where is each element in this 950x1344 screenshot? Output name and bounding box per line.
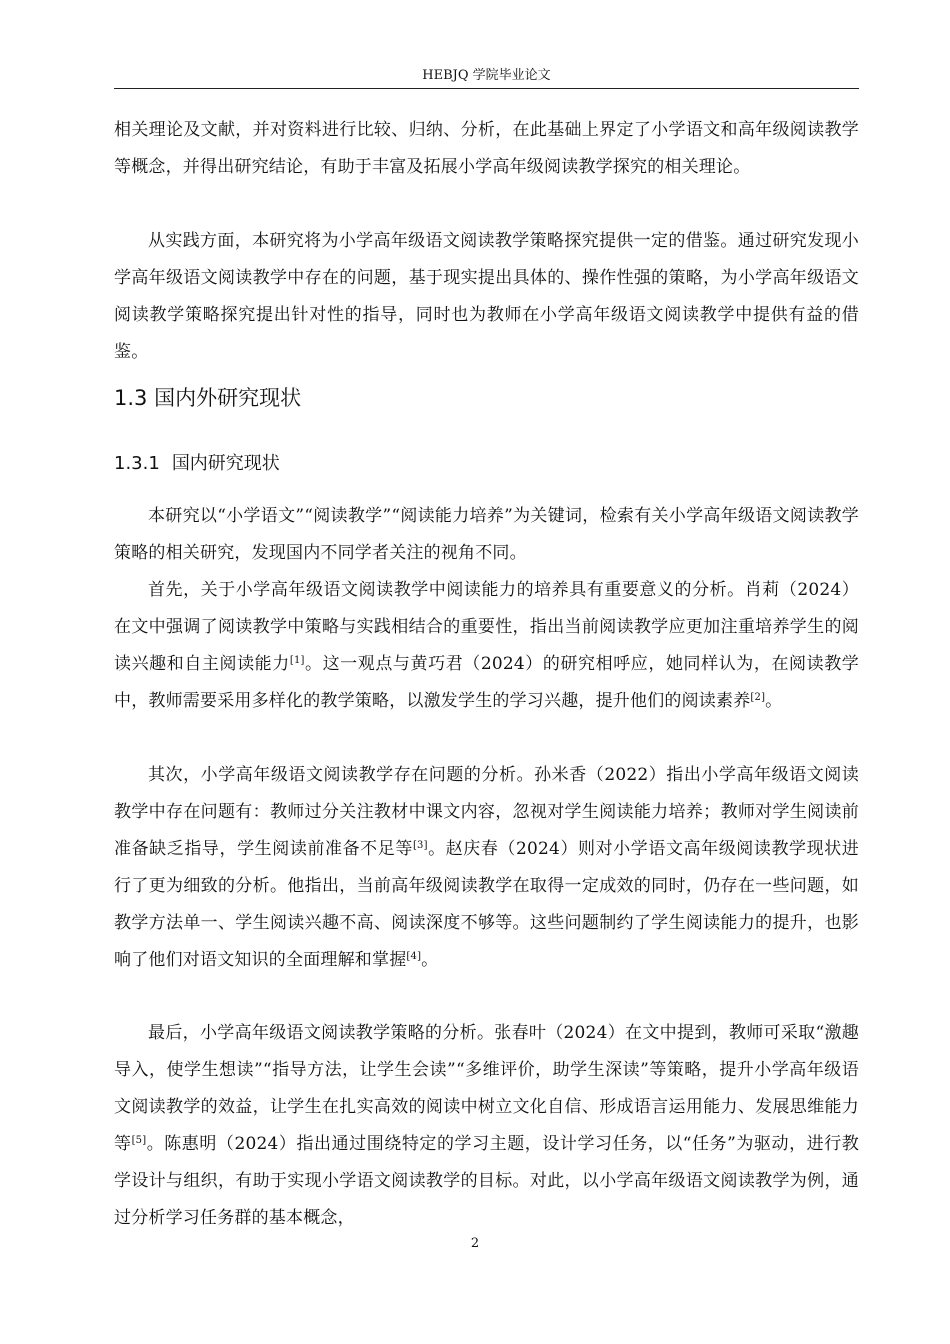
paragraph-text: 最后，小学高年级语文阅读教学策略的分析。张春叶（2024）在文中提到，教师可采取“激趣导入，使学生想读”“指导方法，让学生会读”“多维评价，助学生深读”等策略，提升小学高年级语文阅读教学的效益，让学生在扎实高效的阅读中树立文化自信、形成语言运用能力、发展思维能力等 (114, 1023, 859, 1154)
subsection-title: 国内研究现状 (171, 453, 280, 474)
page-number: 2 (470, 1236, 480, 1251)
subsection-heading-1-3-1 (114, 452, 280, 476)
paragraph-research-scope: 本研究以“小学语文”“阅读教学”“阅读能力培养”为关键词，检索有关小学高年级语文阅读教学策略的相关研究，发现国内不同学者关注的视角不同。 (114, 506, 859, 563)
citation-ref: [3] (412, 840, 428, 851)
paragraph-first-analysis (114, 572, 859, 720)
paragraph-text: 。 (765, 691, 783, 711)
paragraph-third-analysis (114, 1015, 859, 1237)
citation-ref: [1] (289, 655, 305, 666)
subsection-number: 1.3.1 (114, 453, 160, 474)
citation-ref: [4] (406, 951, 422, 962)
paragraph-text: 。赵庆春（2024）则对小学语文高年级阅读教学现状进行了更为细致的分析。他指出，当前高年级阅读教学在取得一定成效的同时，仍存在一些问题，如教学方法单一、学生阅读兴趣不高、阅读深度不够等。这些问题制约了学生阅读能力的提升，也影响了他们对语文知识的全面理解和掌握 (114, 839, 859, 970)
citation-ref: [5] (131, 1135, 147, 1146)
paragraph-theory-significance: 相关理论及文献，并对资料进行比较、归纳、分析，在此基础上界定了小学语文和高年级阅读教学等概念，并得出研究结论，有助于丰富及拓展小学高年级阅读教学探究的相关理论。 (114, 120, 859, 177)
paragraph-text: 其次，小学高年级语文阅读教学存在问题的分析。孙米香（2022）指出小学高年级语文阅读教学中存在问题有：教师过分关注教材中课文内容，忽视对学生阅读能力培养；教师对学生阅读前准备缺乏指导，学生阅读前准备不足等 (114, 765, 859, 859)
paragraph-text: 。这一观点与黄巧君（2024）的研究相呼应，她同样认为，在阅读教学中，教师需要采用多样化的教学策略，以激发学生的学习兴趣，提升他们的阅读素养 (114, 654, 859, 711)
section-heading-1-3: 1.3 国内外研究现状 (114, 386, 302, 410)
paragraph-practice-significance: 从实践方面，本研究将为小学高年级语文阅读教学策略探究提供一定的借鉴。通过研究发现小学高年级语文阅读教学中存在的问题，基于现实提出具体的、操作性强的策略，为小学高年级语文阅读教学策略探究提出针对性的指导，同时也为教师在小学高年级语文阅读教学中提供有益的借鉴。 (114, 231, 859, 362)
paragraph-text: 。陈惠明（2024）指出通过围绕特定的学习主题，设计学习任务，以“任务”为驱动，进行教学设计与组织，有助于实现小学语文阅读教学的目标。对此，以小学高年级语文阅读教学为例，通过分析学习任务群的基本概念， (114, 1134, 859, 1228)
running-header: HEBJQ 学院毕业论文 (114, 68, 859, 89)
paragraph-text: 。 (421, 950, 439, 970)
paragraph-second-analysis (114, 757, 859, 979)
paragraph-text: 首先，关于小学高年级语文阅读教学中阅读能力的培养具有重要意义的分析。肖莉（2024）在文中强调了阅读教学中策略与实践相结合的重要性，指出当前阅读教学应更加注重培养学生的阅读兴趣和自主阅读能力 (114, 580, 859, 674)
citation-ref: [2] (750, 692, 766, 703)
